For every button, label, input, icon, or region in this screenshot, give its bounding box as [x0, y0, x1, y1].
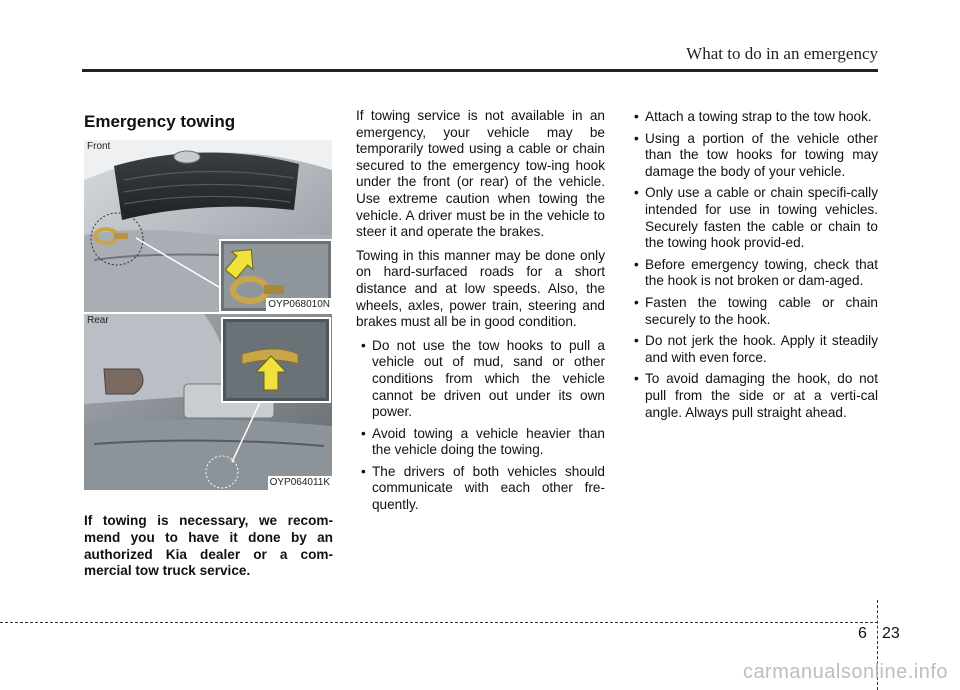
paragraph: Towing in this manner may be done only on hard-surfaced roads for a short distance and at low speeds. Also, the wheels, axles, power train, steering and brakes must all be in good condition.	[356, 247, 605, 330]
towing-recommendation: If towing is necessary, we recom-mend you to have it done by an authorized Kia dealer or a com-mercial tow truck service.	[84, 513, 333, 579]
bullet-icon: •	[634, 256, 639, 272]
list-item-text: Do not use the tow hooks to pull a vehicle out of mud, sand or other conditions from which the vehicle cannot be driven out under its own power.	[372, 337, 605, 420]
bullet-icon: •	[361, 425, 366, 441]
bullet-icon: •	[361, 463, 366, 479]
list-item	[629, 371, 878, 421]
list-item-text: Avoid towing a vehicle heavier than the vehicle doing the towing.	[372, 425, 605, 458]
list-item-text: The drivers of both vehicles should communicate with each other fre-quently.	[372, 463, 605, 513]
rear-tow-hook-figure	[84, 314, 332, 490]
bullet-icon: •	[634, 130, 639, 146]
bullet-icon: •	[634, 185, 639, 201]
tail-light	[104, 369, 143, 394]
brand-emblem	[174, 151, 200, 163]
front-illustration	[84, 140, 332, 312]
paragraph: If towing service is not available in an emergency, your vehicle may be temporarily towed using a cable or chain secured to the emergency tow-ing hook under the front (or rear) of the vehicle. Use extreme caution when towing the vehicle. A driver must be in the vehicle to steer it and operate the brakes.	[356, 108, 605, 240]
list-item	[629, 131, 878, 181]
list-item	[356, 338, 605, 421]
bullet-icon: •	[634, 294, 639, 310]
list-item-text: Using a portion of the vehicle other than the tow hooks for towing may damage the body of your vehicle.	[645, 130, 878, 179]
hook-guidelines-list	[629, 109, 878, 421]
list-item	[629, 185, 878, 251]
list-item-text: Attach a towing strap to the tow hook.	[645, 109, 872, 124]
chapter-number: 6	[858, 625, 867, 642]
running-header-title: What to do in an emergency	[686, 44, 878, 63]
bullet-icon: •	[634, 333, 639, 349]
list-item-text: Only use a cable or chain specifi-cally intended for use in towing vehicles. Securely fasten the cable or chain to the towing hook provid-ed.	[645, 185, 878, 251]
bullet-icon: •	[634, 109, 639, 124]
rear-illustration	[84, 314, 332, 490]
list-item	[356, 426, 605, 459]
header-rule	[82, 69, 878, 72]
towing-precautions-list	[356, 338, 605, 514]
towing-hook-guidelines-column	[629, 109, 878, 426]
footer-rule	[0, 622, 878, 623]
list-item-text: Fasten the towing cable or chain securely to the hook.	[645, 294, 878, 327]
list-item	[629, 295, 878, 328]
front-figure-code: OYP068010N	[268, 299, 330, 310]
bullet-icon: •	[361, 337, 366, 353]
list-item	[629, 333, 878, 366]
page-number: 23	[882, 625, 900, 642]
list-item	[629, 109, 878, 126]
rear-figure-code: OYP064011K	[269, 477, 330, 488]
front-tow-hook-figure	[84, 140, 332, 312]
list-item	[356, 464, 605, 514]
bullet-icon: •	[634, 371, 639, 387]
list-item-text: To avoid damaging the hook, do not pull from the side or at a verti-cal angle. Always pull straight ahead.	[645, 371, 878, 420]
rear-figure-label: Rear	[87, 315, 109, 326]
list-item	[629, 257, 878, 290]
front-figure-label: Front	[87, 141, 111, 152]
watermark: carmanualsonline.info	[742, 661, 948, 683]
list-item-text: Before emergency towing, check that the hook is not broken or dam-aged.	[645, 256, 878, 289]
towing-instructions-column	[356, 108, 605, 519]
section-title: Emergency towing	[84, 112, 236, 131]
list-item-text: Do not jerk the hook. Apply it steadily and with even force.	[645, 333, 878, 365]
